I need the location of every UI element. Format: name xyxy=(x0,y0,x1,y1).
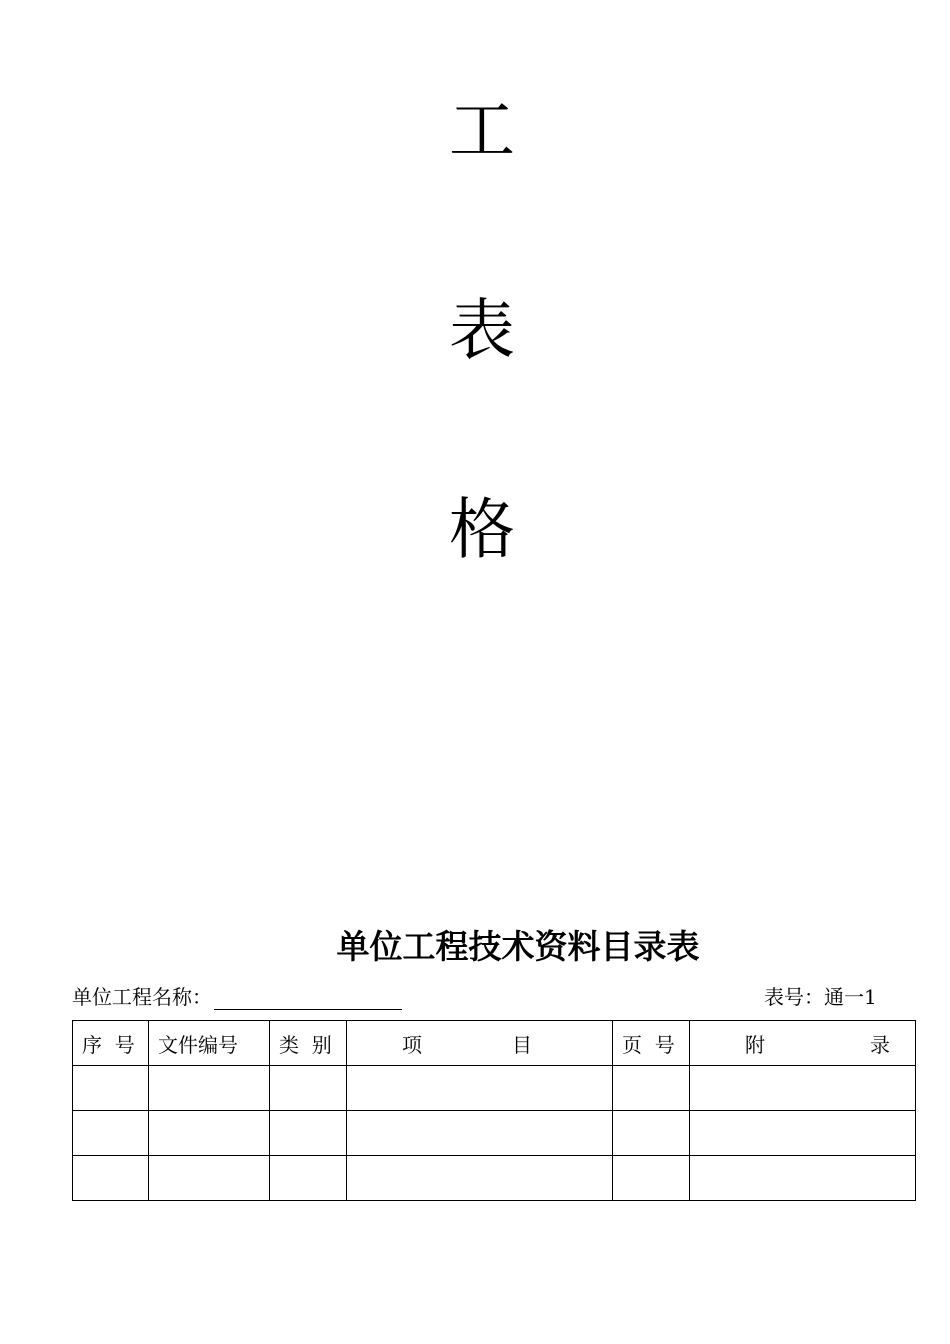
cover-char-3: 格 xyxy=(449,491,515,568)
header-appendix-a: 附 xyxy=(745,1032,765,1057)
header-item-a: 项 xyxy=(402,1032,422,1057)
table-cell[interactable] xyxy=(149,1066,270,1111)
header-item-b: 目 xyxy=(512,1032,532,1057)
table-cell[interactable] xyxy=(613,1156,690,1201)
header-seq: 序 号 xyxy=(73,1021,149,1066)
table-cell[interactable] xyxy=(73,1066,149,1111)
table-cell[interactable] xyxy=(347,1066,613,1111)
header-category: 类 别 xyxy=(270,1021,347,1066)
table-cell[interactable] xyxy=(73,1156,149,1201)
table-cell[interactable] xyxy=(270,1066,347,1111)
header-file-no: 文件编号 xyxy=(149,1021,270,1066)
table-cell[interactable] xyxy=(73,1111,149,1156)
table-cell[interactable] xyxy=(347,1156,613,1201)
table-header-row xyxy=(73,1021,916,1066)
table-cell[interactable] xyxy=(690,1156,916,1201)
table-cell[interactable] xyxy=(270,1156,347,1201)
table-cell[interactable] xyxy=(149,1111,270,1156)
table-row xyxy=(73,1111,916,1156)
document-title: 单位工程技术资料目录表 xyxy=(336,927,700,966)
header-page-no: 页 号 xyxy=(613,1021,690,1066)
form-number: 表号：通一1 xyxy=(764,985,877,1009)
table-cell[interactable] xyxy=(347,1111,613,1156)
table-cell[interactable] xyxy=(613,1066,690,1111)
table-cell[interactable] xyxy=(270,1111,347,1156)
table-cell[interactable] xyxy=(690,1066,916,1111)
header-item xyxy=(347,1021,613,1066)
project-name-blank[interactable] xyxy=(214,989,402,1010)
table-cell[interactable] xyxy=(690,1111,916,1156)
table-cell[interactable] xyxy=(149,1156,270,1201)
table-row xyxy=(73,1066,916,1111)
project-name-label: 单位工程名称： xyxy=(72,985,212,1009)
table-cell[interactable] xyxy=(613,1111,690,1156)
header-appendix xyxy=(690,1021,916,1066)
catalog-table xyxy=(72,1020,916,1201)
table-row xyxy=(73,1156,916,1201)
project-name-field xyxy=(72,984,402,1010)
header-appendix-b: 录 xyxy=(870,1032,890,1057)
cover-char-2: 表 xyxy=(449,292,515,369)
cover-char-1: 工 xyxy=(449,92,515,169)
